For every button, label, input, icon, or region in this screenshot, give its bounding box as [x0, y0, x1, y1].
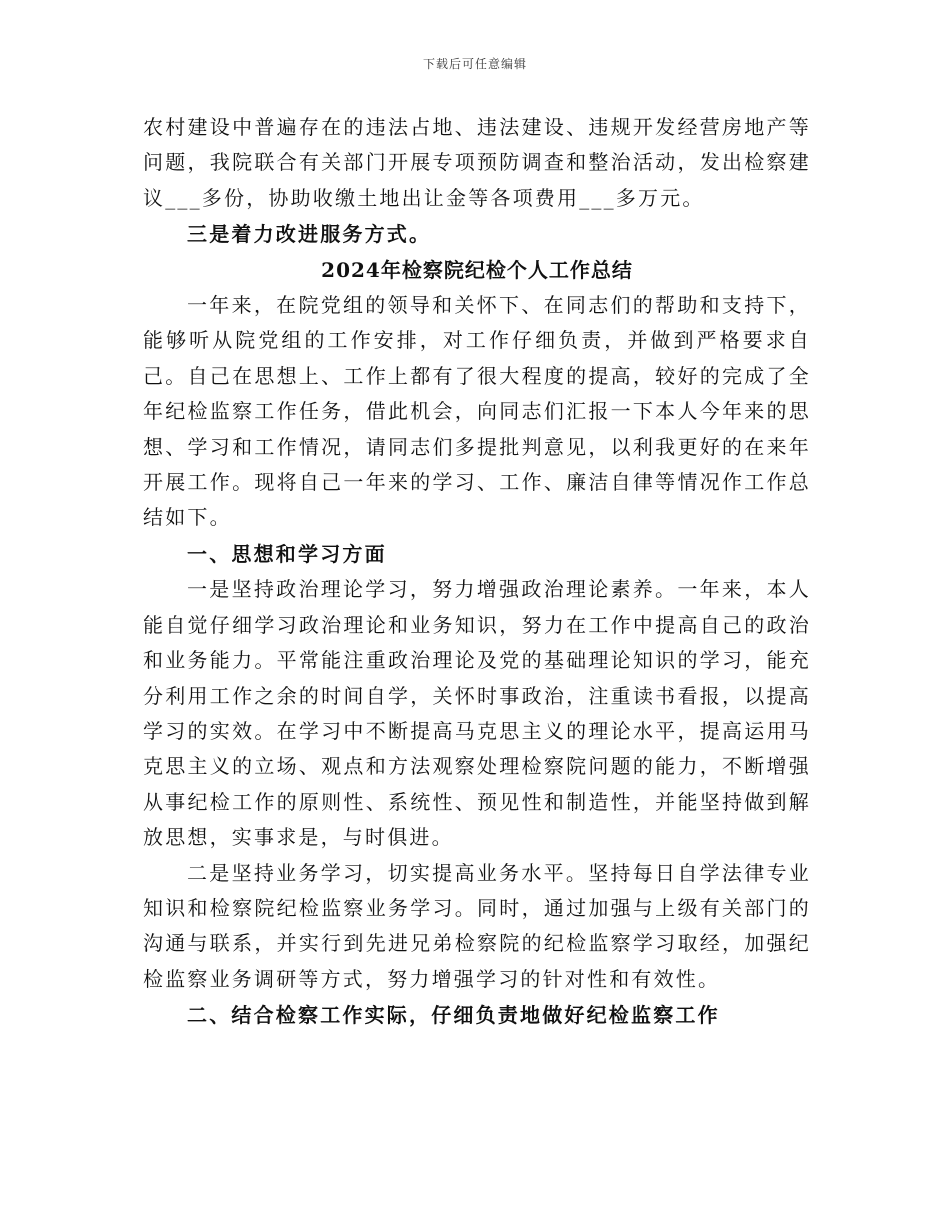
section-heading-2: 二、结合检察工作实际，仔细负责地做好纪检监察工作 [187, 1003, 720, 1028]
section-heading-1: 一、思想和学习方面 [187, 541, 387, 566]
point-three-heading: 三是着力改进服务方式。 [187, 222, 432, 247]
page-header-note: 下载后可任意编辑 [422, 57, 527, 71]
paragraph-political-study: 一是坚持政治理论学习，努力增强政治理论素养。一年来，本人能自觉仔细学习政治理论和业务知识，努力在工作中提高自己的政治和业务能力。平常能注重政治理论及党的基础理论知识的学习，能充分利用工作之余的时间自学，关怀时事政治，注重读书看报，以提高学习的实效。在学习中不断提高马克思主义的理论水平，提高运用马克思主义的立场、观点和方法观察处理检察院问题的能力，不断增强从事纪检工作的原则性、系统性、预见性和制造性，并能坚持做到解放思想，实事求是，与时俱进。 [143, 577, 811, 850]
paragraph-continued: 农村建设中普遍存在的违法占地、违法建设、违规开发经营房地产等问题，我院联合有关部门开展专项预防调查和整治活动，发出检察建议___多份，协助收缴土地出让金等各项费用___多万元。 [143, 115, 811, 210]
document-title: 2024年检察院纪检个人工作总结 [321, 257, 633, 282]
paragraph-business-study: 二是坚持业务学习，切实提高业务水平。坚持每日自学法律专业知识和检察院纪检监察业务学习。同时，通过加强与上级有关部门的沟通与联系，并实行到先进兄弟检察院的纪检监察学习取经，加强纪检监察业务调研等方式，努力增强学习的针对性和有效性。 [143, 860, 811, 991]
intro-paragraph: 一年来，在院党组的领导和关怀下、在同志们的帮助和支持下，能够听从院党组的工作安排，对工作仔细负责，并做到严格要求自己。自己在思想上、工作上都有了很大程度的提高，较好的完成了全年纪检监察工作任务，借此机会，向同志们汇报一下本人今年来的思想、学习和工作情况，请同志们多提批判意见，以利我更好的在来年开展工作。现将自己一年来的学习、工作、廉洁自律等情况作工作总结如下。 [143, 293, 811, 530]
document-body [143, 110, 811, 1034]
